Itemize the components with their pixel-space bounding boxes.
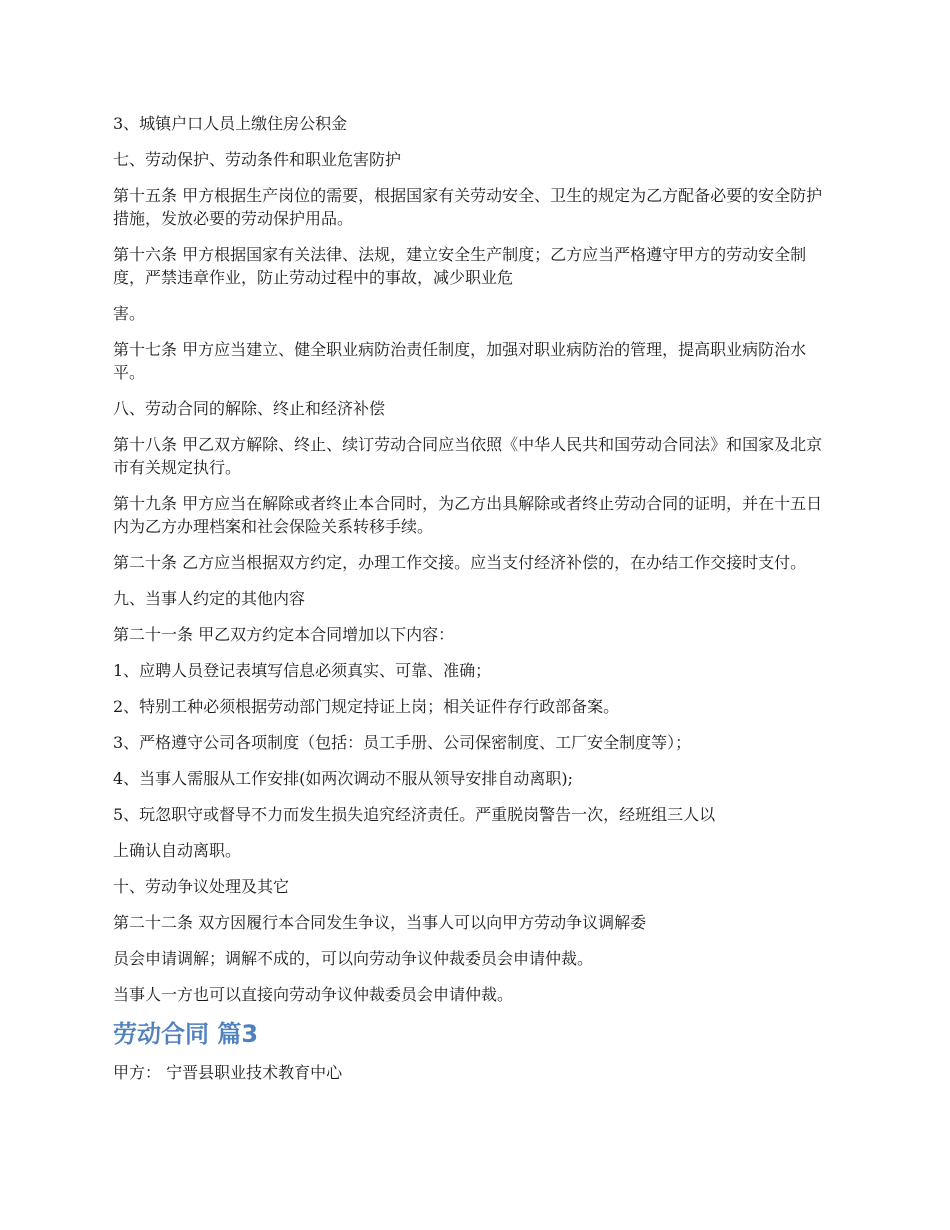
paragraph: 2、特别工种必须根据劳动部门规定持证上岗；相关证件存行政部备案。 (113, 697, 620, 716)
contract-body (113, 112, 828, 1006)
paragraph: 3、城镇户口人员上缴住房公积金 (113, 114, 348, 133)
paragraph: 5、玩忽职守或督导不力而发生损失追究经济责任。严重脱岗警告一次，经班组三人以 (113, 805, 716, 824)
paragraph: 第十六条 甲方根据国家有关法律、法规，建立安全生产制度；乙方应当严格遵守甲方的劳动安全制度，严禁违章作业，防止劳动过程中的事故，减少职业危 (113, 245, 807, 287)
contract-next-section (113, 1061, 828, 1084)
paragraph: 第二十二条 双方因履行本合同发生争议，当事人可以向甲方劳动争议调解委 (113, 913, 647, 932)
paragraph: 八、劳动合同的解除、终止和经济补偿 (113, 399, 386, 418)
paragraph: 员会申请调解；调解不成的，可以向劳动争议仲裁委员会申请仲裁。 (113, 949, 594, 968)
paragraph: 第二十条 乙方应当根据双方约定，办理工作交接。应当支付经济补偿的，在办结工作交接时支付。 (113, 553, 807, 572)
paragraph: 第十五条 甲方根据生产岗位的需要，根据国家有关劳动安全、卫生的规定为乙方配备必要的安全防护措施，发放必要的劳动保护用品。 (113, 186, 823, 228)
paragraph: 第十七条 甲方应当建立、健全职业病防治责任制度，加强对职业病防治的管理，提高职业病防治水平。 (113, 340, 807, 382)
paragraph: 害。 (113, 304, 146, 323)
section-heading: 劳动合同 篇3 (113, 1020, 259, 1048)
paragraph: 4、当事人需服从工作安排(如两次调动不服从领导安排自动离职); (113, 769, 574, 788)
paragraph: 第二十一条 甲乙双方约定本合同增加以下内容： (113, 625, 455, 644)
paragraph: 十、劳动争议处理及其它 (113, 877, 290, 896)
paragraph: 第十九条 甲方应当在解除或者终止本合同时，为乙方出具解除或者终止劳动合同的证明，并在十五日内为乙方办理档案和社会保险关系转移手续。 (113, 494, 823, 536)
paragraph: 1、应聘人员登记表填写信息必须真实、可靠、准确； (113, 661, 492, 680)
paragraph: 3、严格遵守公司各项制度（包括：员工手册、公司保密制度、工厂安全制度等）； (113, 733, 692, 752)
paragraph: 七、劳动保护、劳动条件和职业危害防护 (113, 150, 402, 169)
paragraph: 当事人一方也可以直接向劳动争议仲裁委员会申请仲裁。 (113, 985, 514, 1004)
paragraph: 第十八条 甲乙双方解除、终止、续订劳动合同应当依照《中华人民共和国劳动合同法》和国家及北京市有关规定执行。 (113, 435, 823, 477)
paragraph: 上确认自动离职。 (113, 841, 242, 860)
document-page (113, 112, 828, 1097)
paragraph: 甲方： 宁晋县职业技术教育中心 (113, 1063, 343, 1082)
paragraph: 九、当事人约定的其他内容 (113, 589, 306, 608)
